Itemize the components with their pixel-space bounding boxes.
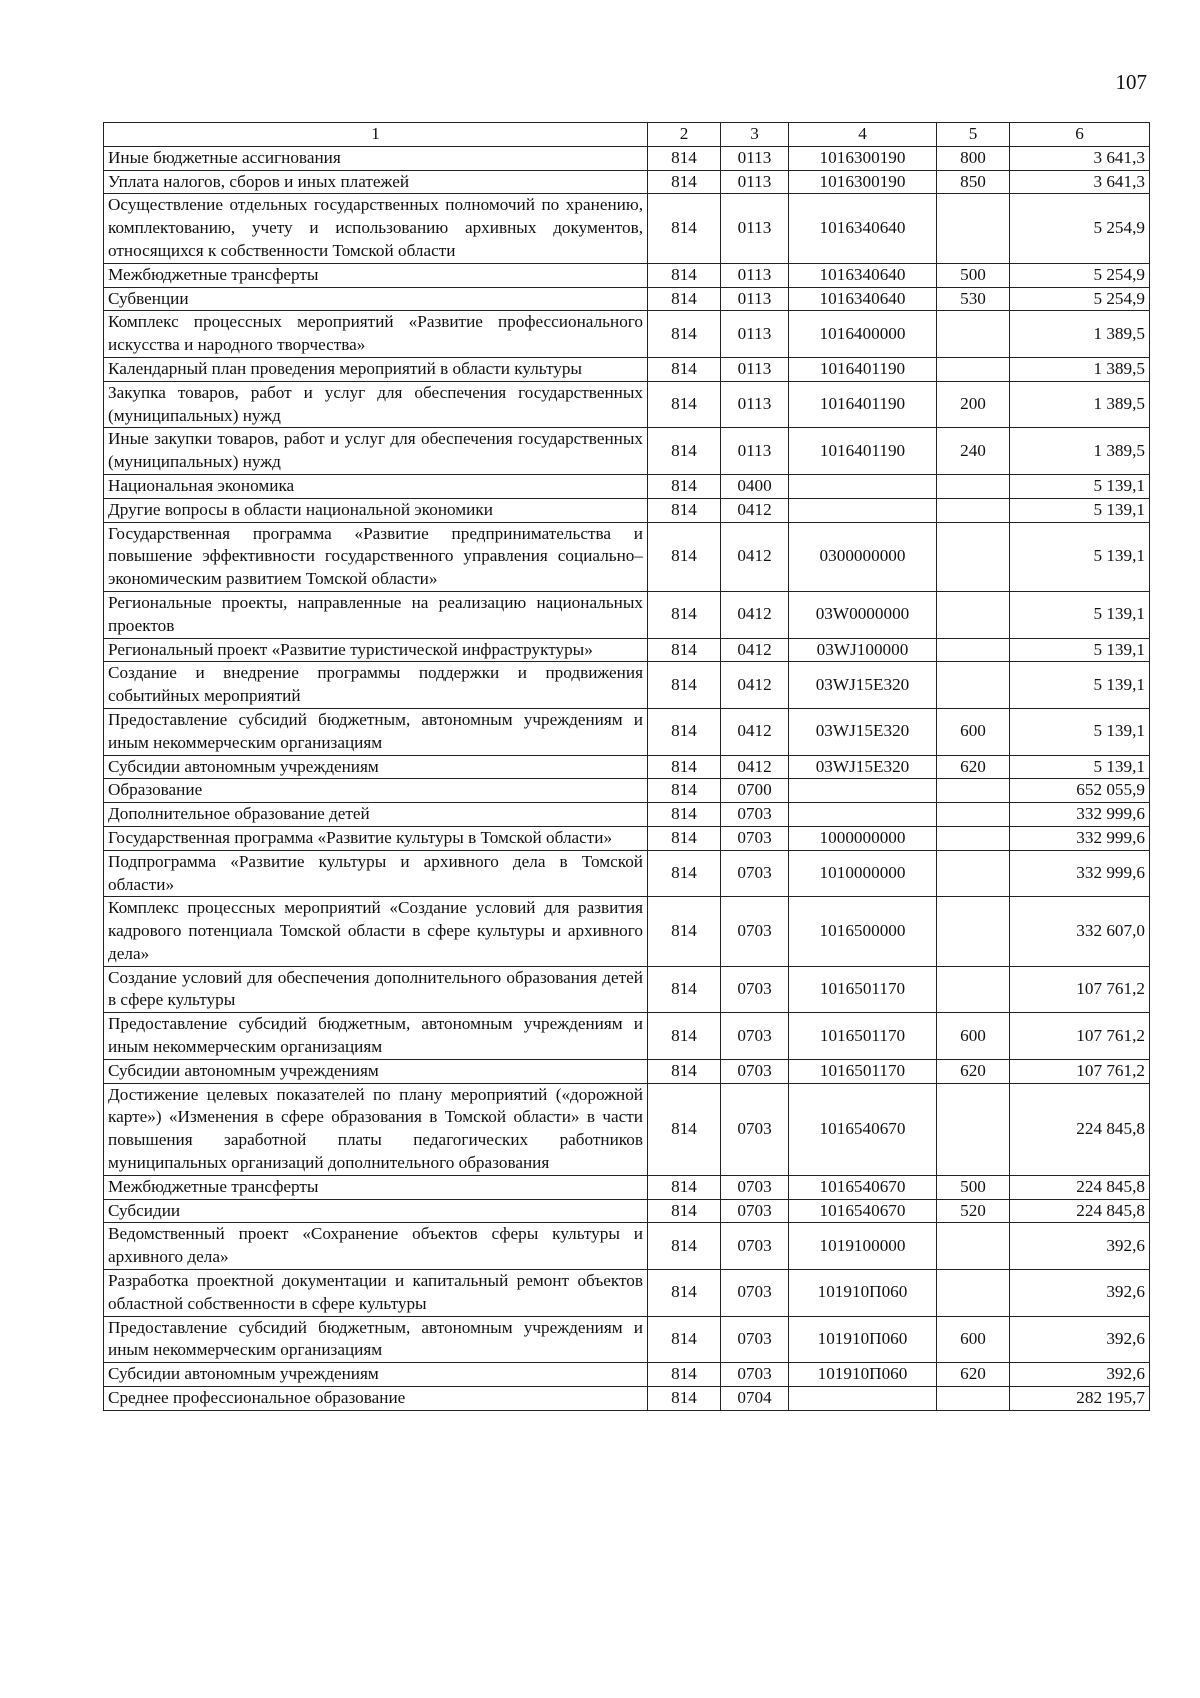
item-name-cell: Создание и внедрение программы поддержки и продвижения событийных мероприятий	[104, 662, 648, 709]
header-row	[104, 123, 1150, 147]
expense-type-code-cell	[937, 1223, 1010, 1270]
expense-type-code-cell: 240	[937, 428, 1010, 475]
section-code-cell: 0113	[721, 263, 789, 287]
target-article-code-cell	[789, 803, 937, 827]
amount-cell: 224 845,8	[1010, 1083, 1150, 1175]
target-article-code-cell	[789, 498, 937, 522]
amount-cell: 224 845,8	[1010, 1175, 1150, 1199]
table-row	[104, 1316, 1150, 1363]
page-number: 107	[1115, 70, 1147, 94]
ministry-code-cell: 814	[648, 708, 721, 755]
item-name-cell: Государственная программа «Развитие культуры в Томской области»	[104, 826, 648, 850]
target-article-code-cell: 1016340640	[789, 194, 937, 263]
ministry-code-cell: 814	[648, 1083, 721, 1175]
section-code-cell: 0412	[721, 708, 789, 755]
section-code-cell: 0703	[721, 1316, 789, 1363]
ministry-code-cell: 814	[648, 474, 721, 498]
amount-cell: 5 139,1	[1010, 498, 1150, 522]
expense-type-code-cell	[937, 850, 1010, 897]
item-name-cell: Субсидии автономным учреждениям	[104, 1363, 648, 1387]
table-row	[104, 850, 1150, 897]
table-row	[104, 591, 1150, 638]
table-body	[104, 146, 1150, 1410]
section-code-cell: 0113	[721, 428, 789, 475]
ministry-code-cell: 814	[648, 1387, 721, 1411]
table-row	[104, 779, 1150, 803]
amount-cell: 5 139,1	[1010, 474, 1150, 498]
expense-type-code-cell: 530	[937, 287, 1010, 311]
table-row	[104, 498, 1150, 522]
expense-type-code-cell	[937, 1387, 1010, 1411]
target-article-code-cell: 101910П060	[789, 1363, 937, 1387]
item-name-cell: Субсидии автономным учреждениям	[104, 1059, 648, 1083]
target-article-code-cell: 1016501170	[789, 966, 937, 1013]
target-article-code-cell: 1016500000	[789, 897, 937, 966]
section-code-cell: 0703	[721, 1199, 789, 1223]
target-article-code-cell	[789, 1387, 937, 1411]
table-row	[104, 1387, 1150, 1411]
amount-cell: 332 999,6	[1010, 850, 1150, 897]
ministry-code-cell: 814	[648, 311, 721, 358]
expense-type-code-cell	[937, 966, 1010, 1013]
amount-cell: 332 999,6	[1010, 826, 1150, 850]
target-article-code-cell: 1016540670	[789, 1199, 937, 1223]
expense-type-code-cell	[937, 357, 1010, 381]
target-article-code-cell: 1016540670	[789, 1175, 937, 1199]
table-row	[104, 755, 1150, 779]
ministry-code-cell: 814	[648, 966, 721, 1013]
item-name-cell: Предоставление субсидий бюджетным, автономным учреждениям и иным некоммерческим организациям	[104, 1316, 648, 1363]
ministry-code-cell: 814	[648, 287, 721, 311]
amount-cell: 5 254,9	[1010, 263, 1150, 287]
target-article-code-cell: 03WJ15E320	[789, 708, 937, 755]
amount-cell: 107 761,2	[1010, 966, 1150, 1013]
item-name-cell: Межбюджетные трансферты	[104, 1175, 648, 1199]
target-article-code-cell: 1016501170	[789, 1013, 937, 1060]
ministry-code-cell: 814	[648, 1199, 721, 1223]
ministry-code-cell: 814	[648, 1013, 721, 1060]
ministry-code-cell: 814	[648, 1175, 721, 1199]
expense-type-code-cell: 620	[937, 1059, 1010, 1083]
section-code-cell: 0703	[721, 850, 789, 897]
ministry-code-cell: 814	[648, 498, 721, 522]
ministry-code-cell: 814	[648, 1363, 721, 1387]
section-code-cell: 0703	[721, 1363, 789, 1387]
amount-cell: 5 254,9	[1010, 194, 1150, 263]
item-name-cell: Другие вопросы в области национальной экономики	[104, 498, 648, 522]
table-row	[104, 1013, 1150, 1060]
item-name-cell: Уплата налогов, сборов и иных платежей	[104, 170, 648, 194]
table-row	[104, 1083, 1150, 1175]
section-code-cell: 0703	[721, 1223, 789, 1270]
header-cell: 4	[789, 123, 937, 147]
expense-type-code-cell: 600	[937, 1013, 1010, 1060]
target-article-code-cell: 03WJ15E320	[789, 662, 937, 709]
expense-type-code-cell: 500	[937, 263, 1010, 287]
expense-type-code-cell: 500	[937, 1175, 1010, 1199]
item-name-cell: Ведомственный проект «Сохранение объектов сферы культуры и архивного дела»	[104, 1223, 648, 1270]
amount-cell: 5 139,1	[1010, 591, 1150, 638]
ministry-code-cell: 814	[648, 146, 721, 170]
section-code-cell: 0113	[721, 194, 789, 263]
amount-cell: 5 139,1	[1010, 755, 1150, 779]
section-code-cell: 0412	[721, 522, 789, 591]
item-name-cell: Субсидии	[104, 1199, 648, 1223]
amount-cell: 1 389,5	[1010, 357, 1150, 381]
table-row	[104, 638, 1150, 662]
amount-cell: 5 254,9	[1010, 287, 1150, 311]
section-code-cell: 0703	[721, 1083, 789, 1175]
target-article-code-cell: 101910П060	[789, 1270, 937, 1317]
table-row	[104, 194, 1150, 263]
amount-cell: 1 389,5	[1010, 311, 1150, 358]
ministry-code-cell: 814	[648, 1270, 721, 1317]
expense-type-code-cell: 600	[937, 1316, 1010, 1363]
table-row	[104, 826, 1150, 850]
target-article-code-cell: 03WJ100000	[789, 638, 937, 662]
ministry-code-cell: 814	[648, 803, 721, 827]
section-code-cell: 0703	[721, 1013, 789, 1060]
item-name-cell: Предоставление субсидий бюджетным, автономным учреждениям и иным некоммерческим организациям	[104, 708, 648, 755]
item-name-cell: Иные закупки товаров, работ и услуг для обеспечения государственных (муниципальных) нужд	[104, 428, 648, 475]
section-code-cell: 0412	[721, 755, 789, 779]
item-name-cell: Подпрограмма «Развитие культуры и архивного дела в Томской области»	[104, 850, 648, 897]
ministry-code-cell: 814	[648, 381, 721, 428]
item-name-cell: Закупка товаров, работ и услуг для обеспечения государственных (муниципальных) нужд	[104, 381, 648, 428]
ministry-code-cell: 814	[648, 428, 721, 475]
section-code-cell: 0703	[721, 803, 789, 827]
header-cell: 5	[937, 123, 1010, 147]
target-article-code-cell: 1016400000	[789, 311, 937, 358]
target-article-code-cell: 1016300190	[789, 170, 937, 194]
expense-type-code-cell	[937, 311, 1010, 358]
ministry-code-cell: 814	[648, 1059, 721, 1083]
table-row	[104, 662, 1150, 709]
section-code-cell: 0703	[721, 1175, 789, 1199]
header-cell: 1	[104, 123, 648, 147]
expense-type-code-cell	[937, 474, 1010, 498]
ministry-code-cell: 814	[648, 779, 721, 803]
item-name-cell: Региональный проект «Развитие туристической инфраструктуры»	[104, 638, 648, 662]
table-row	[104, 1059, 1150, 1083]
target-article-code-cell: 1016340640	[789, 287, 937, 311]
section-code-cell: 0703	[721, 1059, 789, 1083]
item-name-cell: Образование	[104, 779, 648, 803]
ministry-code-cell: 814	[648, 1316, 721, 1363]
ministry-code-cell: 814	[648, 263, 721, 287]
header-cell: 2	[648, 123, 721, 147]
item-name-cell: Комплекс процессных мероприятий «Создание условий для развития кадрового потенциала Томской области в сфере культуры и архивного дела»	[104, 897, 648, 966]
item-name-cell: Предоставление субсидий бюджетным, автономным учреждениям и иным некоммерческим организациям	[104, 1013, 648, 1060]
amount-cell: 5 139,1	[1010, 708, 1150, 755]
amount-cell: 5 139,1	[1010, 522, 1150, 591]
item-name-cell: Субвенции	[104, 287, 648, 311]
table-row	[104, 522, 1150, 591]
item-name-cell: Осуществление отдельных государственных полномочий по хранению, комплектованию, учету и использованию архивных документов, относящихся к собственности Томской области	[104, 194, 648, 263]
header-cell: 6	[1010, 123, 1150, 147]
table-row	[104, 287, 1150, 311]
item-name-cell: Субсидии автономным учреждениям	[104, 755, 648, 779]
target-article-code-cell: 1016540670	[789, 1083, 937, 1175]
item-name-cell: Национальная экономика	[104, 474, 648, 498]
section-code-cell: 0113	[721, 146, 789, 170]
target-article-code-cell: 1000000000	[789, 826, 937, 850]
section-code-cell: 0113	[721, 287, 789, 311]
expense-type-code-cell	[937, 591, 1010, 638]
amount-cell: 107 761,2	[1010, 1059, 1150, 1083]
table-row	[104, 1175, 1150, 1199]
target-article-code-cell: 1016401190	[789, 428, 937, 475]
ministry-code-cell: 814	[648, 638, 721, 662]
amount-cell: 5 139,1	[1010, 662, 1150, 709]
section-code-cell: 0412	[721, 591, 789, 638]
table-row	[104, 146, 1150, 170]
table-row	[104, 1270, 1150, 1317]
item-name-cell: Разработка проектной документации и капитальный ремонт объектов областной собственности в сфере культуры	[104, 1270, 648, 1317]
item-name-cell: Достижение целевых показателей по плану мероприятий («дорожной карте») «Изменения в сфере образования в Томской области» в части повышения заработной платы педагогических работников муниципальных организаций дополнительного образования	[104, 1083, 648, 1175]
amount-cell: 332 999,6	[1010, 803, 1150, 827]
item-name-cell: Региональные проекты, направленные на реализацию национальных проектов	[104, 591, 648, 638]
amount-cell: 392,6	[1010, 1223, 1150, 1270]
item-name-cell: Дополнительное образование детей	[104, 803, 648, 827]
target-article-code-cell: 1016340640	[789, 263, 937, 287]
target-article-code-cell: 1016401190	[789, 381, 937, 428]
table-row	[104, 1223, 1150, 1270]
item-name-cell: Среднее профессиональное образование	[104, 1387, 648, 1411]
item-name-cell: Иные бюджетные ассигнования	[104, 146, 648, 170]
section-code-cell: 0412	[721, 638, 789, 662]
section-code-cell: 0412	[721, 662, 789, 709]
table-row	[104, 311, 1150, 358]
ministry-code-cell: 814	[648, 357, 721, 381]
amount-cell: 332 607,0	[1010, 897, 1150, 966]
item-name-cell: Комплекс процессных мероприятий «Развитие профессионального искусства и народного творчества»	[104, 311, 648, 358]
target-article-code-cell: 1016401190	[789, 357, 937, 381]
target-article-code-cell: 03WJ15E320	[789, 755, 937, 779]
table-row	[104, 803, 1150, 827]
item-name-cell: Межбюджетные трансферты	[104, 263, 648, 287]
section-code-cell: 0703	[721, 897, 789, 966]
expense-type-code-cell: 620	[937, 1363, 1010, 1387]
ministry-code-cell: 814	[648, 850, 721, 897]
section-code-cell: 0113	[721, 381, 789, 428]
expense-type-code-cell: 520	[937, 1199, 1010, 1223]
expense-type-code-cell	[937, 638, 1010, 662]
table-row	[104, 357, 1150, 381]
table-row	[104, 381, 1150, 428]
expense-type-code-cell	[937, 803, 1010, 827]
section-code-cell: 0113	[721, 311, 789, 358]
header-cell: 3	[721, 123, 789, 147]
expense-type-code-cell	[937, 194, 1010, 263]
expense-type-code-cell	[937, 522, 1010, 591]
ministry-code-cell: 814	[648, 897, 721, 966]
table-row	[104, 263, 1150, 287]
expense-type-code-cell: 800	[937, 146, 1010, 170]
target-article-code-cell: 1016501170	[789, 1059, 937, 1083]
amount-cell: 5 139,1	[1010, 638, 1150, 662]
ministry-code-cell: 814	[648, 826, 721, 850]
target-article-code-cell: 0300000000	[789, 522, 937, 591]
amount-cell: 3 641,3	[1010, 170, 1150, 194]
expense-type-code-cell: 620	[937, 755, 1010, 779]
amount-cell: 224 845,8	[1010, 1199, 1150, 1223]
ministry-code-cell: 814	[648, 662, 721, 709]
section-code-cell: 0113	[721, 170, 789, 194]
target-article-code-cell: 1010000000	[789, 850, 937, 897]
section-code-cell: 0400	[721, 474, 789, 498]
target-article-code-cell: 101910П060	[789, 1316, 937, 1363]
amount-cell: 392,6	[1010, 1270, 1150, 1317]
ministry-code-cell: 814	[648, 755, 721, 779]
table-row	[104, 428, 1150, 475]
table-row	[104, 1199, 1150, 1223]
section-code-cell: 0700	[721, 779, 789, 803]
amount-cell: 1 389,5	[1010, 381, 1150, 428]
expense-type-code-cell	[937, 662, 1010, 709]
table-row	[104, 966, 1150, 1013]
section-code-cell: 0704	[721, 1387, 789, 1411]
ministry-code-cell: 814	[648, 591, 721, 638]
ministry-code-cell: 814	[648, 170, 721, 194]
ministry-code-cell: 814	[648, 194, 721, 263]
target-article-code-cell	[789, 474, 937, 498]
expense-type-code-cell	[937, 498, 1010, 522]
amount-cell: 652 055,9	[1010, 779, 1150, 803]
section-code-cell: 0703	[721, 826, 789, 850]
ministry-code-cell: 814	[648, 1223, 721, 1270]
amount-cell: 1 389,5	[1010, 428, 1150, 475]
expense-type-code-cell: 850	[937, 170, 1010, 194]
amount-cell: 3 641,3	[1010, 146, 1150, 170]
amount-cell: 107 761,2	[1010, 1013, 1150, 1060]
item-name-cell: Календарный план проведения мероприятий в области культуры	[104, 357, 648, 381]
item-name-cell: Государственная программа «Развитие предпринимательства и повышение эффективности государственного управления социально–экономическим развитием Томской области»	[104, 522, 648, 591]
item-name-cell: Создание условий для обеспечения дополнительного образования детей в сфере культуры	[104, 966, 648, 1013]
section-code-cell: 0703	[721, 966, 789, 1013]
section-code-cell: 0113	[721, 357, 789, 381]
ministry-code-cell: 814	[648, 522, 721, 591]
expense-type-code-cell	[937, 1083, 1010, 1175]
target-article-code-cell	[789, 779, 937, 803]
expense-type-code-cell	[937, 826, 1010, 850]
expense-type-code-cell	[937, 897, 1010, 966]
table-row	[104, 474, 1150, 498]
amount-cell: 282 195,7	[1010, 1387, 1150, 1411]
table-header	[104, 123, 1150, 147]
table-row	[104, 708, 1150, 755]
amount-cell: 392,6	[1010, 1363, 1150, 1387]
expense-type-code-cell	[937, 779, 1010, 803]
table-row	[104, 1363, 1150, 1387]
target-article-code-cell: 1016300190	[789, 146, 937, 170]
expense-type-code-cell: 600	[937, 708, 1010, 755]
section-code-cell: 0412	[721, 498, 789, 522]
target-article-code-cell: 03W0000000	[789, 591, 937, 638]
budget-table	[103, 122, 1150, 1411]
expense-type-code-cell: 200	[937, 381, 1010, 428]
table-row	[104, 170, 1150, 194]
amount-cell: 392,6	[1010, 1316, 1150, 1363]
section-code-cell: 0703	[721, 1270, 789, 1317]
target-article-code-cell: 1019100000	[789, 1223, 937, 1270]
table-row	[104, 897, 1150, 966]
expense-type-code-cell	[937, 1270, 1010, 1317]
